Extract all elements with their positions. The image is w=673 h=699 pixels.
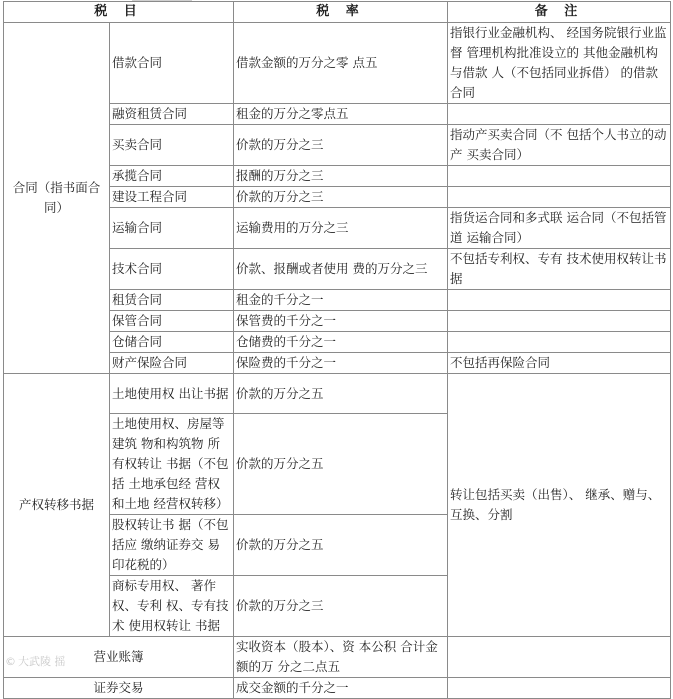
rate-cell: 价款的万分之五 — [234, 414, 448, 515]
note-cell — [448, 678, 671, 699]
header-rate: 税 率 — [234, 2, 448, 23]
copyright-circle-icon: © — [5, 655, 16, 668]
rate-cell: 报酬的万分之三 — [234, 166, 448, 187]
rate-cell: 租金的千分之一 — [234, 290, 448, 311]
item-cell: 买卖合同 — [110, 125, 234, 166]
item-cell: 承揽合同 — [110, 166, 234, 187]
item-cell: 财产保险合同 — [110, 353, 234, 374]
note-cell — [448, 290, 671, 311]
item-cell: 借款合同 — [110, 23, 234, 104]
header-item: 税 目 — [4, 2, 234, 23]
note-cell — [448, 104, 671, 125]
table-row — [4, 678, 671, 699]
table-row — [4, 637, 671, 678]
rate-cell: 保险费的千分之一 — [234, 353, 448, 374]
contract-category-cell: 合同（指书面合同） — [4, 23, 110, 374]
rate-cell: 租金的万分之零点五 — [234, 104, 448, 125]
rate-cell: 价款的万分之三 — [234, 187, 448, 208]
note-cell — [448, 311, 671, 332]
item-cell: 土地使用权、房屋等建筑 物和构筑物 所有权转让 书据（不包括 土地承包经 营权和土地 经营权转移） — [110, 414, 234, 515]
note-cell: 指货运合同和多式联 运合同（不包括管道 运输合同） — [448, 208, 671, 249]
watermark — [5, 653, 66, 669]
note-cell — [448, 637, 671, 678]
rate-cell: 运输费用的万分之三 — [234, 208, 448, 249]
rate-cell: 保管费的千分之一 — [234, 311, 448, 332]
rate-cell: 实收资本（股本）、资 本公积 合计金额的万 分之二点五 — [234, 637, 448, 678]
note-cell: 不包括专利权、专有 技术使用权转让书据 — [448, 249, 671, 290]
item-cell: 股权转让书 据（不包括应 缴纳证券交 易印花税的） — [110, 515, 234, 576]
rate-cell: 价款的万分之五 — [234, 374, 448, 414]
item-cell: 融资租赁合同 — [110, 104, 234, 125]
rate-cell: 成交金额的千分之一 — [234, 678, 448, 699]
rate-cell: 价款的万分之三 — [234, 576, 448, 637]
note-cell: 不包括再保险合同 — [448, 353, 671, 374]
note-cell — [448, 166, 671, 187]
item-cell: 土地使用权 出让书据 — [110, 374, 234, 414]
securities-cell: 证券交易 — [4, 678, 234, 699]
note-cell — [448, 332, 671, 353]
item-cell: 租赁合同 — [110, 290, 234, 311]
note-cell: 指动产买卖合同（不 包括个人书立的动产 买卖合同） — [448, 125, 671, 166]
header-note: 备 注 — [448, 2, 671, 23]
note-cell: 指银行业金融机构、 经国务院银行业监督 管理机构批准设立的 其他金融机构与借款 人（不包括同业拆借） 的借款合同 — [448, 23, 671, 104]
rate-cell: 价款的万分之三 — [234, 125, 448, 166]
header-row — [4, 2, 671, 23]
transfer-note-cell: 转让包括买卖（出售）、 继承、赠与、互换、分割 — [448, 374, 671, 637]
item-cell: 仓储合同 — [110, 332, 234, 353]
transfer-category-cell: 产权转移书据 — [4, 374, 110, 637]
item-cell: 保管合同 — [110, 311, 234, 332]
item-cell: 技术合同 — [110, 249, 234, 290]
rate-cell: 借款金额的万分之零 点五 — [234, 23, 448, 104]
item-cell: 运输合同 — [110, 208, 234, 249]
note-cell — [448, 187, 671, 208]
table-row — [4, 374, 671, 414]
item-cell: 商标专用权、 著作权、专利 权、专有技术 使用权转让 书据 — [110, 576, 234, 637]
business-books-cell: 营业账簿 — [4, 637, 234, 678]
rate-cell: 价款、报酬或者使用 费的万分之三 — [234, 249, 448, 290]
stamp-duty-rate-table — [3, 1, 671, 699]
watermark-text: 大武陵 摇 — [18, 655, 66, 668]
item-cell: 建设工程合同 — [110, 187, 234, 208]
rate-cell: 价款的万分之五 — [234, 515, 448, 576]
table-row — [4, 23, 671, 104]
rate-cell: 仓储费的千分之一 — [234, 332, 448, 353]
